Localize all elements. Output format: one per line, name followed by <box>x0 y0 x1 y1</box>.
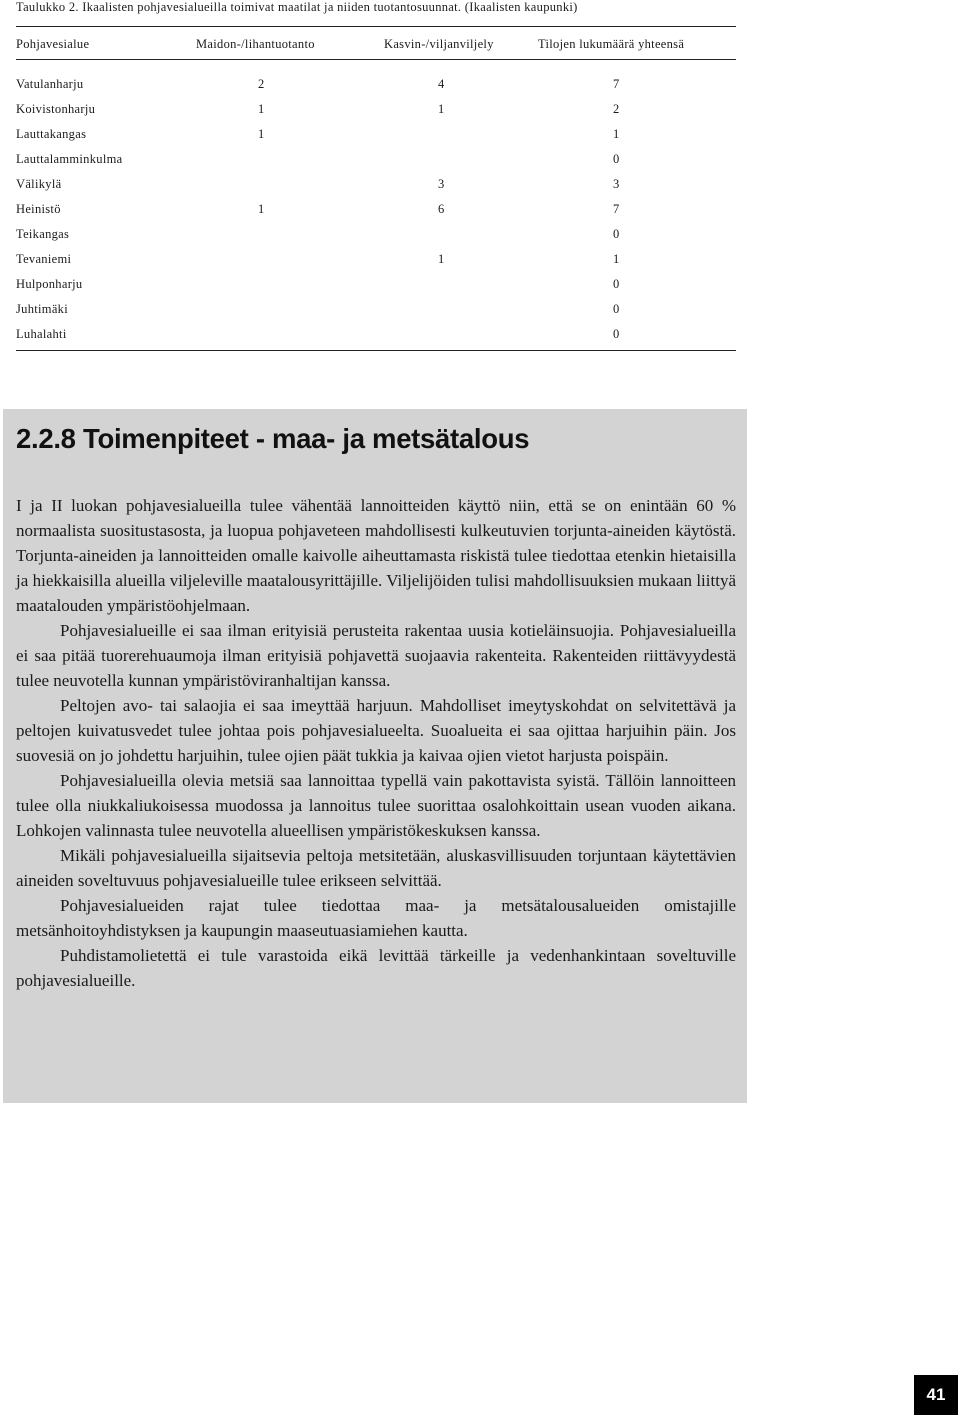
cell-total: 2 <box>613 102 620 116</box>
cell-total: 0 <box>613 327 620 341</box>
cell-area: Koivistonharju <box>16 102 96 116</box>
cell-area: Hulponharju <box>16 277 83 291</box>
cell-total: 7 <box>613 77 620 91</box>
cell-total: 1 <box>613 127 620 141</box>
cell-crops: 4 <box>438 77 445 91</box>
table-row <box>16 222 736 247</box>
table-row <box>16 97 736 122</box>
cell-area: Heinistö <box>16 202 61 216</box>
paragraph: Pohjavesialueille ei saa ilman erityisiä perusteita rakentaa uusia kotieläinsuojia. Pohjavesialueilla ei saa pitää tuorerehuaumoja ilman erityisiä pohjavettä suojaavia rakenteita. Rakenteiden riittävyydestä tulee neuvotella kunnan ympäristöviranhaltijan kanssa. <box>16 621 736 690</box>
paragraph: Mikäli pohjavesialueilla sijaitsevia peltoja metsitetään, aluskasvillisuuden torjuntaan käytettävien aineiden soveltuvuus pohjavesialueille tulee erikseen selvittää. <box>16 846 736 890</box>
section-heading: 2.2.8 Toimenpiteet - maa- ja metsätalous <box>16 423 530 454</box>
cell-total: 0 <box>613 227 620 241</box>
cell-total: 7 <box>613 202 620 216</box>
paragraph: Peltojen avo- tai salaojia ei saa imeyttää harjuun. Mahdolliset imeytyskohdat on selvitettävä ja peltojen kuivatusvedet tulee johtaa pois pohjavesialueelta. Suoalueita ei saa ojittaa harjuihin päin. Jos suovesiä on jo johdettu harjuihin, tulee ojien päät tukkia ja kaivaa ojien vietot harjusta poispäin. <box>16 696 736 765</box>
cell-crops: 1 <box>438 252 445 266</box>
table-row <box>16 322 736 347</box>
cell-area: Luhalahti <box>16 327 67 341</box>
column-header-total: Tilojen lukumäärä yhteensä <box>538 37 685 51</box>
cell-total: 3 <box>613 177 620 191</box>
cell-area: Teikangas <box>16 227 70 241</box>
section-body <box>16 493 736 993</box>
table-bottom-rule <box>16 350 736 351</box>
table-row <box>16 272 736 297</box>
paragraph: Puhdistamolietettä ei tule varastoida eikä levittää tärkeille ja vedenhankintaan soveltuville pohjavesialueille. <box>16 946 736 990</box>
cell-area: Tevaniemi <box>16 252 72 266</box>
cell-total: 0 <box>613 302 620 316</box>
section-box <box>3 409 747 1103</box>
table-caption: Taulukko 2. Ikaalisten pohjavesialueilla toimivat maatilat ja niiden tuotantosuunnat. (Ikaalisten kaupunki) <box>16 0 578 14</box>
cell-crops: 6 <box>438 202 445 216</box>
cell-crops: 3 <box>438 177 445 191</box>
cell-area: Lauttalamminkulma <box>16 152 123 166</box>
table-body <box>16 60 736 350</box>
column-header-crops: Kasvin-/viljanviljely <box>384 37 494 51</box>
farms-table <box>16 26 736 351</box>
table-row <box>16 122 736 147</box>
cell-area: Vatulanharju <box>16 77 84 91</box>
cell-total: 0 <box>613 277 620 291</box>
cell-dairy: 2 <box>258 77 265 91</box>
table-row <box>16 197 736 222</box>
cell-dairy: 1 <box>258 102 265 116</box>
column-header-dairy: Maidon-/lihantuotanto <box>196 37 315 51</box>
table-row <box>16 247 736 272</box>
table-row <box>16 147 736 172</box>
table-row <box>16 172 736 197</box>
table-header-row <box>16 27 736 59</box>
paragraph: Pohjavesialueiden rajat tulee tiedottaa maa- ja metsätalousalueiden omistajille metsänhoitoyhdistyksen ja kaupungin maaseutuasiamiehen kautta. <box>16 896 736 940</box>
cell-crops: 1 <box>438 102 445 116</box>
page-number: 41 <box>914 1375 958 1415</box>
column-header-area: Pohjavesialue <box>16 37 90 51</box>
cell-total: 0 <box>613 152 620 166</box>
cell-dairy: 1 <box>258 127 265 141</box>
cell-dairy: 1 <box>258 202 265 216</box>
table-row <box>16 297 736 322</box>
cell-area: Lauttakangas <box>16 127 87 141</box>
cell-total: 1 <box>613 252 620 266</box>
cell-area: Välikylä <box>16 177 62 191</box>
paragraph: Pohjavesialueilla olevia metsiä saa lannoittaa typellä vain pakottavista syistä. Tällöin lannoitteen tulee olla niukkaliukoisessa muodossa ja lannoitus tulee suorittaa osalohkoittain usean vuoden aikana. Lohkojen valinnasta tulee neuvotella alueellisen ympäristökeskuksen kanssa. <box>16 771 736 840</box>
paragraph: I ja II luokan pohjavesialueilla tulee vähentää lannoitteiden käyttö niin, että se on enintään 60 % normaalista suositustasosta, ja luopua pohjaveteen mahdollisesti kulkeutuvien torjunta-aineiden käytöstä. Torjunta-aineiden ja lannoitteiden omalle kaivolle aiheuttamasta riskistä tulee tiedottaa etenkin hietaisilla ja hiekkaisilla alueilla viljeleville maatalousyrittäjille. Viljelijöiden tulisi mahdollisuuksien mukaan liittyä maatalouden ympäristöohjelmaan. <box>16 496 736 615</box>
table-row <box>16 72 736 97</box>
cell-area: Juhtimäki <box>16 302 69 316</box>
